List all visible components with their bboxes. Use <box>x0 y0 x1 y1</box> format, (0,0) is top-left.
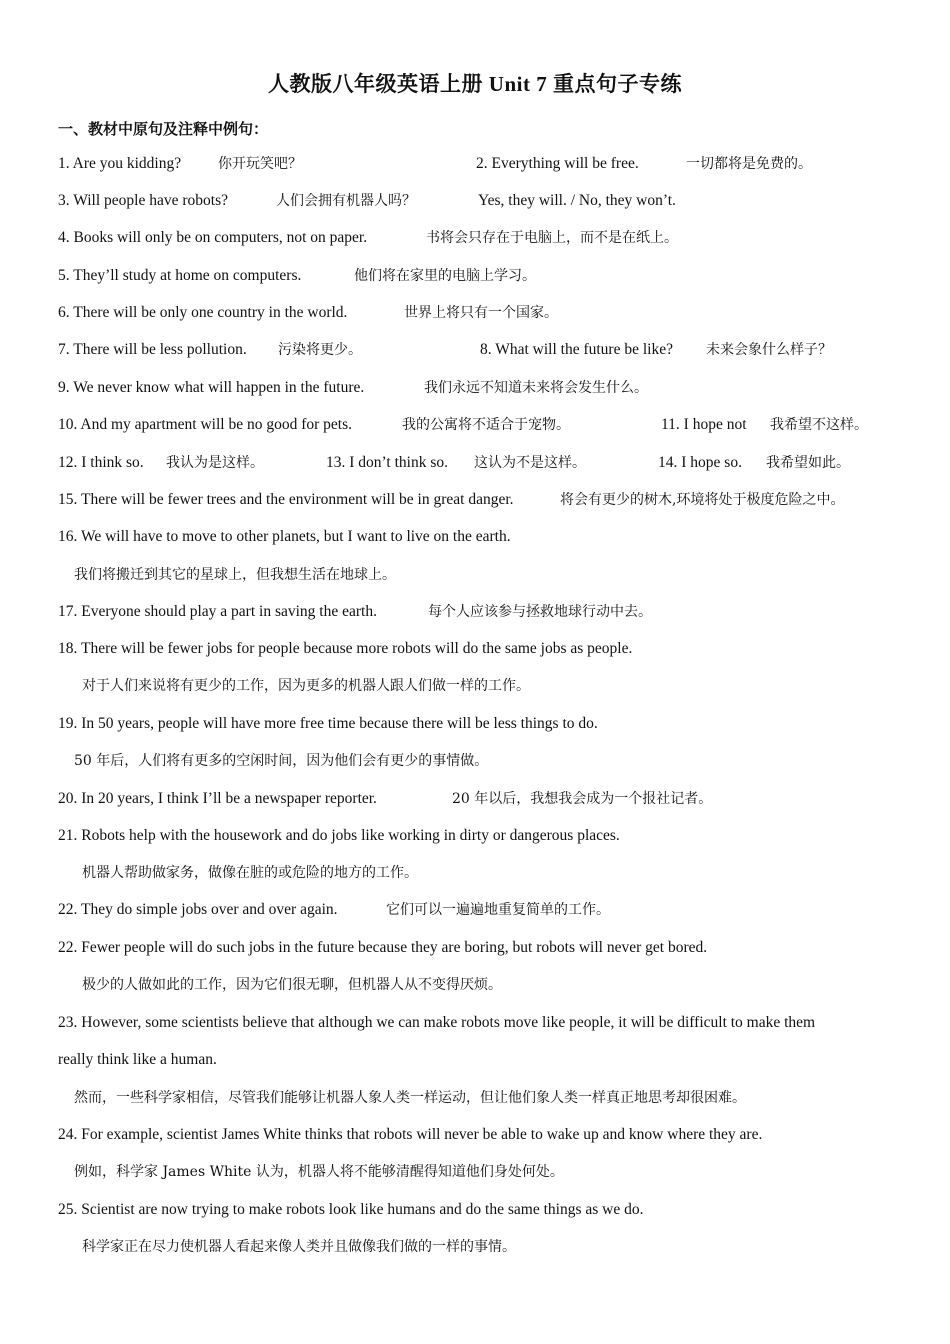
english-sentence: 13. I don’t think so. <box>326 454 448 471</box>
chinese-translation: 科学家正在尽力使机器人看起来像人类并且做像我们做的一样的事情。 <box>82 1239 516 1255</box>
english-sentence: 18. There will be fewer jobs for people because more robots will do the same jobs as people. <box>58 640 633 657</box>
english-sentence: really think like a human. <box>58 1051 217 1068</box>
english-sentence: 17. Everyone should play a part in saving the earth. <box>58 603 377 620</box>
english-sentence: 1. Are you kidding? <box>58 155 182 172</box>
chinese-translation: 每个人应该参与拯救地球行动中去。 <box>428 604 652 620</box>
chinese-translation: 我们将搬迁到其它的星球上，但我想生活在地球上。 <box>74 567 396 583</box>
chinese-translation: 我希望如此。 <box>766 455 850 471</box>
chinese-translation: 我们永远不知道未来将会发生什么。 <box>424 380 648 396</box>
chinese-translation: 对于人们来说将有更少的工作，因为更多的机器人跟人们做一样的工作。 <box>82 678 530 694</box>
chinese-translation: 机器人帮助做家务，做像在脏的或危险的地方的工作。 <box>82 865 418 881</box>
chinese-translation: 他们将在家里的电脑上学习。 <box>354 268 536 284</box>
english-sentence: 4. Books will only be on computers, not on paper. <box>58 229 368 246</box>
chinese-translation: 书将会只存在于电脑上，而不是在纸上。 <box>426 230 678 246</box>
chinese-translation: 我希望不这样。 <box>770 417 868 433</box>
chinese-translation: 未来会象什么样子？ <box>706 342 832 358</box>
english-sentence: 16. We will have to move to other planets, but I want to live on the earth. <box>58 528 511 545</box>
english-sentence: 11. I hope not <box>661 416 747 433</box>
chinese-translation: 一切都将是免费的。 <box>686 156 812 172</box>
chinese-translation: 我的公寓将不适合于宠物。 <box>402 417 570 433</box>
chinese-translation: 你开玩笑吧？ <box>218 156 302 172</box>
english-sentence: 12. I think so. <box>58 454 144 471</box>
english-sentence: 10. And my apartment will be no good for pets. <box>58 416 353 433</box>
chinese-translation: 世界上将只有一个国家。 <box>404 305 558 321</box>
english-sentence: 9. We never know what will happen in the future. <box>58 379 365 396</box>
english-sentence: 15. There will be fewer trees and the environment will be in great danger. <box>58 491 514 508</box>
english-sentence: 24. For example, scientist James White thinks that robots will never be able to wake up and know where they are. <box>58 1126 763 1143</box>
chinese-translation: 50 年后，人们将有更多的空闲时间，因为他们会有更少的事情做。 <box>74 753 489 769</box>
english-sentence: 14. I hope so. <box>658 454 742 471</box>
chinese-translation: 污染将更少。 <box>278 342 362 358</box>
chinese-translation: 人们会拥有机器人吗？ <box>276 193 416 209</box>
english-sentence: 25. Scientist are now trying to make robots look like humans and do the same things as we do. <box>58 1201 644 1218</box>
english-sentence: 22. They do simple jobs over and over again. <box>58 901 338 918</box>
chinese-translation: 然而，一些科学家相信，尽管我们能够让机器人象人类一样运动，但让他们象人类一样真正地思考却很困难。 <box>74 1090 746 1106</box>
chinese-translation: 将会有更少的树木,环境将处于极度危险之中。 <box>560 492 845 508</box>
chinese-translation: 我认为是这样。 <box>166 455 264 471</box>
chinese-translation: 例如，科学家 James White 认为，机器人将不能够清醒得知道他们身处何处。 <box>74 1164 564 1180</box>
english-sentence: Yes, they will. / No, they won’t. <box>478 192 676 209</box>
chinese-translation: 它们可以一遍遍地重复简单的工作。 <box>386 902 610 918</box>
english-sentence: 20. In 20 years, I think I’ll be a newspaper reporter. <box>58 790 377 807</box>
english-sentence: 22. Fewer people will do such jobs in the future because they are boring, but robots will never get bored. <box>58 939 708 956</box>
english-sentence: 6. There will be only one country in the world. <box>58 304 348 321</box>
chinese-translation: 极少的人做如此的工作，因为它们很无聊，但机器人从不变得厌烦。 <box>82 977 502 993</box>
english-sentence: 23. However, some scientists believe that although we can make robots move like people, it will be difficult to make them <box>58 1014 816 1031</box>
chinese-translation: 20 年以后，我想我会成为一个报社记者。 <box>452 791 713 807</box>
english-sentence: 21. Robots help with the housework and do jobs like working in dirty or dangerous places. <box>58 827 620 844</box>
english-sentence: 3. Will people have robots? <box>58 192 228 209</box>
section-heading: 一、教材中原句及注释中例句： <box>58 122 269 138</box>
document-title: 人教版八年级英语上册 Unit 7 重点句子专练 <box>268 72 682 96</box>
english-sentence: 2. Everything will be free. <box>476 155 639 172</box>
chinese-translation: 这认为不是这样。 <box>474 455 586 471</box>
english-sentence: 7. There will be less pollution. <box>58 341 247 358</box>
english-sentence: 8. What will the future be like? <box>480 341 673 358</box>
english-sentence: 19. In 50 years, people will have more free time because there will be less things to do. <box>58 715 598 732</box>
english-sentence: 5. They’ll study at home on computers. <box>58 267 302 284</box>
